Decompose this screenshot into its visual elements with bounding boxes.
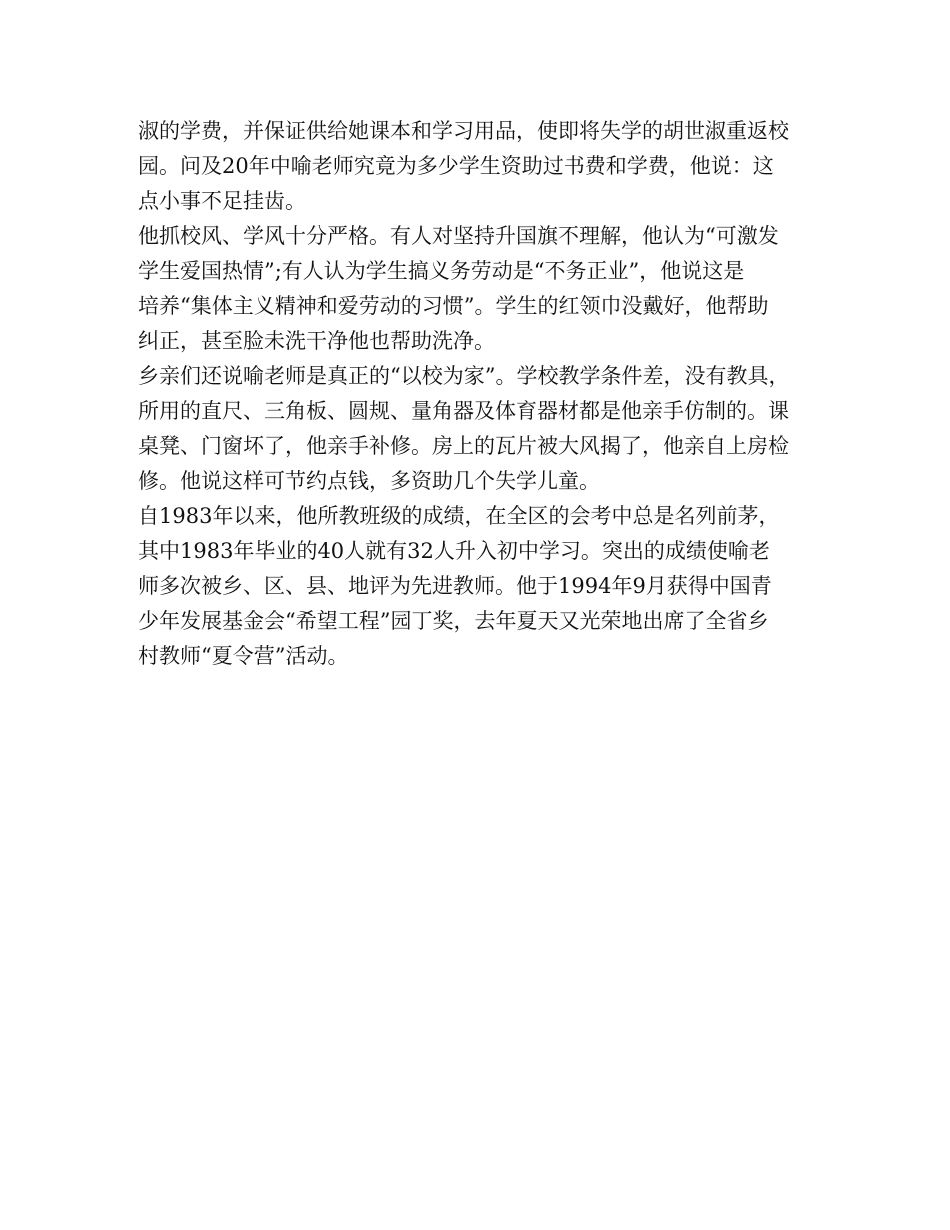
text-line: 乡亲们还说喻老师是真正的“以校为家”。学校教学条件差，没有教具， (138, 364, 790, 388)
paragraph-3 (138, 359, 818, 499)
text-line: 学生爱国热情”;有人认为学生搞义务劳动是“不务正业”，他说这是 (138, 259, 745, 283)
text-line: 桌凳、门窗坏了，他亲手补修。房上的瓦片被大风揭了，他亲自上房检 (138, 434, 789, 458)
paragraph-4 (138, 499, 818, 674)
text-line: 师多次被乡、区、县、地评为先进教师。他于1994年9月获得中国青 (138, 574, 772, 598)
paragraph-2 (138, 219, 818, 359)
text-line: 其中1983年毕业的40人就有32人升入初中学习。突出的成绩使喻老 (138, 539, 770, 563)
text-line: 自1983年以来，他所教班级的成绩，在全区的会考中总是名列前茅， (138, 504, 780, 528)
text-line: 村教师“夏令营”活动。 (138, 644, 349, 668)
text-line: 点小事不足挂齿。 (138, 189, 306, 213)
text-line: 培养“集体主义精神和爱劳动的习惯”。学生的红领巾没戴好，他帮助 (138, 294, 769, 318)
text-line: 园。问及20年中喻老师究竟为多少学生资助过书费和学费，他说：这 (138, 154, 774, 178)
text-line: 少年发展基金会“希望工程”园丁奖，去年夏天又光荣地出席了全省乡 (138, 609, 769, 633)
text-line: 修。他说这样可节约点钱，多资助几个失学儿童。 (138, 469, 600, 493)
article-body (138, 114, 818, 674)
paragraph-1 (138, 114, 818, 219)
text-line: 淑的学费，并保证供给她课本和学习用品，使即将失学的胡世淑重返校 (138, 119, 789, 143)
text-line: 纠正，甚至脸未洗干净他也帮助洗净。 (138, 329, 495, 353)
text-line: 所用的直尺、三角板、圆规、量角器及体育器材都是他亲手仿制的。课 (138, 399, 789, 423)
text-line: 他抓校风、学风十分严格。有人对坚持升国旗不理解，他认为“可激发 (138, 224, 779, 248)
